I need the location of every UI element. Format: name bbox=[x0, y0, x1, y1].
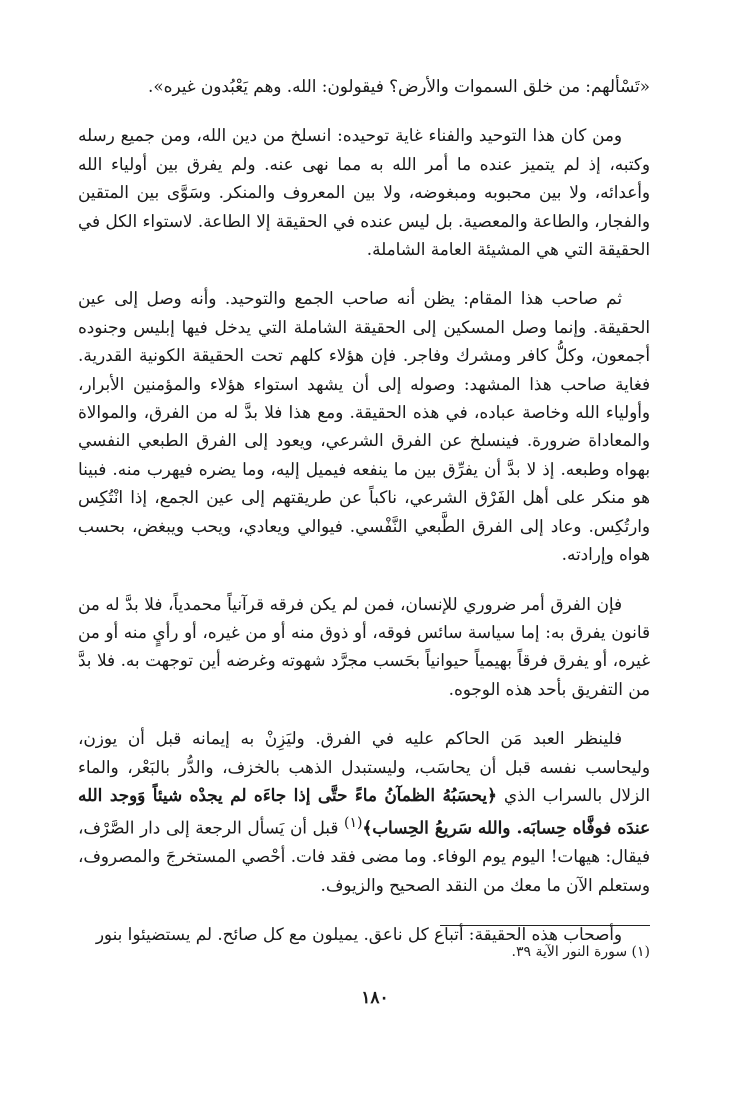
paragraph-judge-text-b: قبل أن يَسأل الرجعة إلى دار الصَّرْف، فيقال: هيهات! اليوم يوم الوفاء. وما مضى فقد فات. أحْصي المستخرجَ والمصروف، وستعلم الآن ما معك من النقد الصحيح والزيوف. bbox=[78, 817, 650, 895]
page-number: ١٨٠ bbox=[361, 988, 389, 1008]
paragraph-judge bbox=[78, 724, 650, 899]
footnote-marker: (١) bbox=[343, 815, 363, 832]
paragraph-tawhid: ومن كان هذا التوحيد والفناء غاية توحيده: انسلخ من دين الله، ومن جميع رسله وكتبه، إذ لم يتميز عنده ما أمر الله به مما نهى عنه. ولم يفرق بين أولياء الله وأعدائه، ولا بين محبوبه ومبغوضه، ولا بين المعروف والمنكر. وسَوَّى بين المتقين والفجار، والطاعة والمعصية. بل ليس عنده في الحقيقة إلا الطاعة. لاستواء الكل في الحقيقة التي هي المشيئة العامة الشاملة. bbox=[78, 125, 650, 260]
paragraph-judge-text-a: فلينظر العبد مَن الحاكم عليه في الفرق. وليَزِنْ به إيمانه قبل أن يوزن، وليحاسب نفسه قبل أن يحاسَب، وليستبدل الذهب بالخزف، والدُّر بالبَعْر، والماء الزلال بالسراب الذي bbox=[78, 728, 651, 805]
paragraph-station: ثم صاحب هذا المقام: يظن أنه صاحب الجمع والتوحيد. وأنه وصل إلى عين الحقيقة. وإنما وصل المسكين إلى الحقيقة الشاملة التي يدخل فيها إبليس وجنوده أجمعون، وكلُّ كافر ومشرك وفاجر. فإن هؤلاء كلهم تحت الحقيقة الكونية القدرية. فغاية صاحب هذا المشهد: وصوله إلى أن يشهد استواء هؤلاء والمؤمنين الأبرار، وأولياء الله وخاصة عباده، في هذه الحقيقة. ومع هذا فلا بدَّ له من الفرق، والموالاة والمعاداة ضرورة. فينسلخ عن الفرق الشرعي، ويعود إلى الفرق الطبعي النفسي بهواه وطبعه. إذ لا بدَّ أن يفرِّق بين ما ينفعه فيميل إليه، وما يضره فيهرب منه. فبينا هو منكر على أهل الفَرْق الشرعي، ناكباً عن طريقتهم إلى عين الجمع، إذا انْتُكِس وارتُكِس. وعاد إلى الفرق الطَّبعي النَّفْسي. فيوالي ويعادي، ويحب ويبغض، بحسب هواه وإرادته. bbox=[78, 288, 650, 565]
footnote-divider bbox=[440, 925, 650, 926]
paragraph-quote-end: «تَسْألهم: من خلق السموات والأرض؟ فيقولون: الله. وهم يَعْبُدون غيره». bbox=[148, 76, 650, 96]
quran-verse: ﴿يحسَبُهُ الظمآنُ ماءً حتَّى إذا جاءَه لم يجدْه شيئاً وَوجد الله عندَه فوفَّاه حِسابَه. والله سَريعُ الحِساب﴾ bbox=[78, 784, 650, 838]
main-text bbox=[78, 72, 650, 970]
paragraph-distinction: فإن الفرق أمر ضروري للإنسان، فمن لم يكن فرقه قرآنياً محمدياً، فلا بدَّ له من قانون يفرق به: إما سياسة سائس فوقه، أو ذوق منه أو من غيره، أو رأيٍ منه أو من غيره، أو يفرق فرقاً بهيمياً حيوانياً بحَسب مجرَّد شهوته وغرضه أين توجهت به. فلا بدَّ من التفريق بأحد هذه الوجوه. bbox=[78, 593, 650, 699]
paragraph-followers: وأصحاب هذه الحقيقة: أتباع كل ناعق. يميلون مع كل صائح. لم يستضيئوا بنور bbox=[95, 924, 622, 945]
footnote: (١) سورة النور الآية ٣٩. bbox=[511, 944, 650, 960]
